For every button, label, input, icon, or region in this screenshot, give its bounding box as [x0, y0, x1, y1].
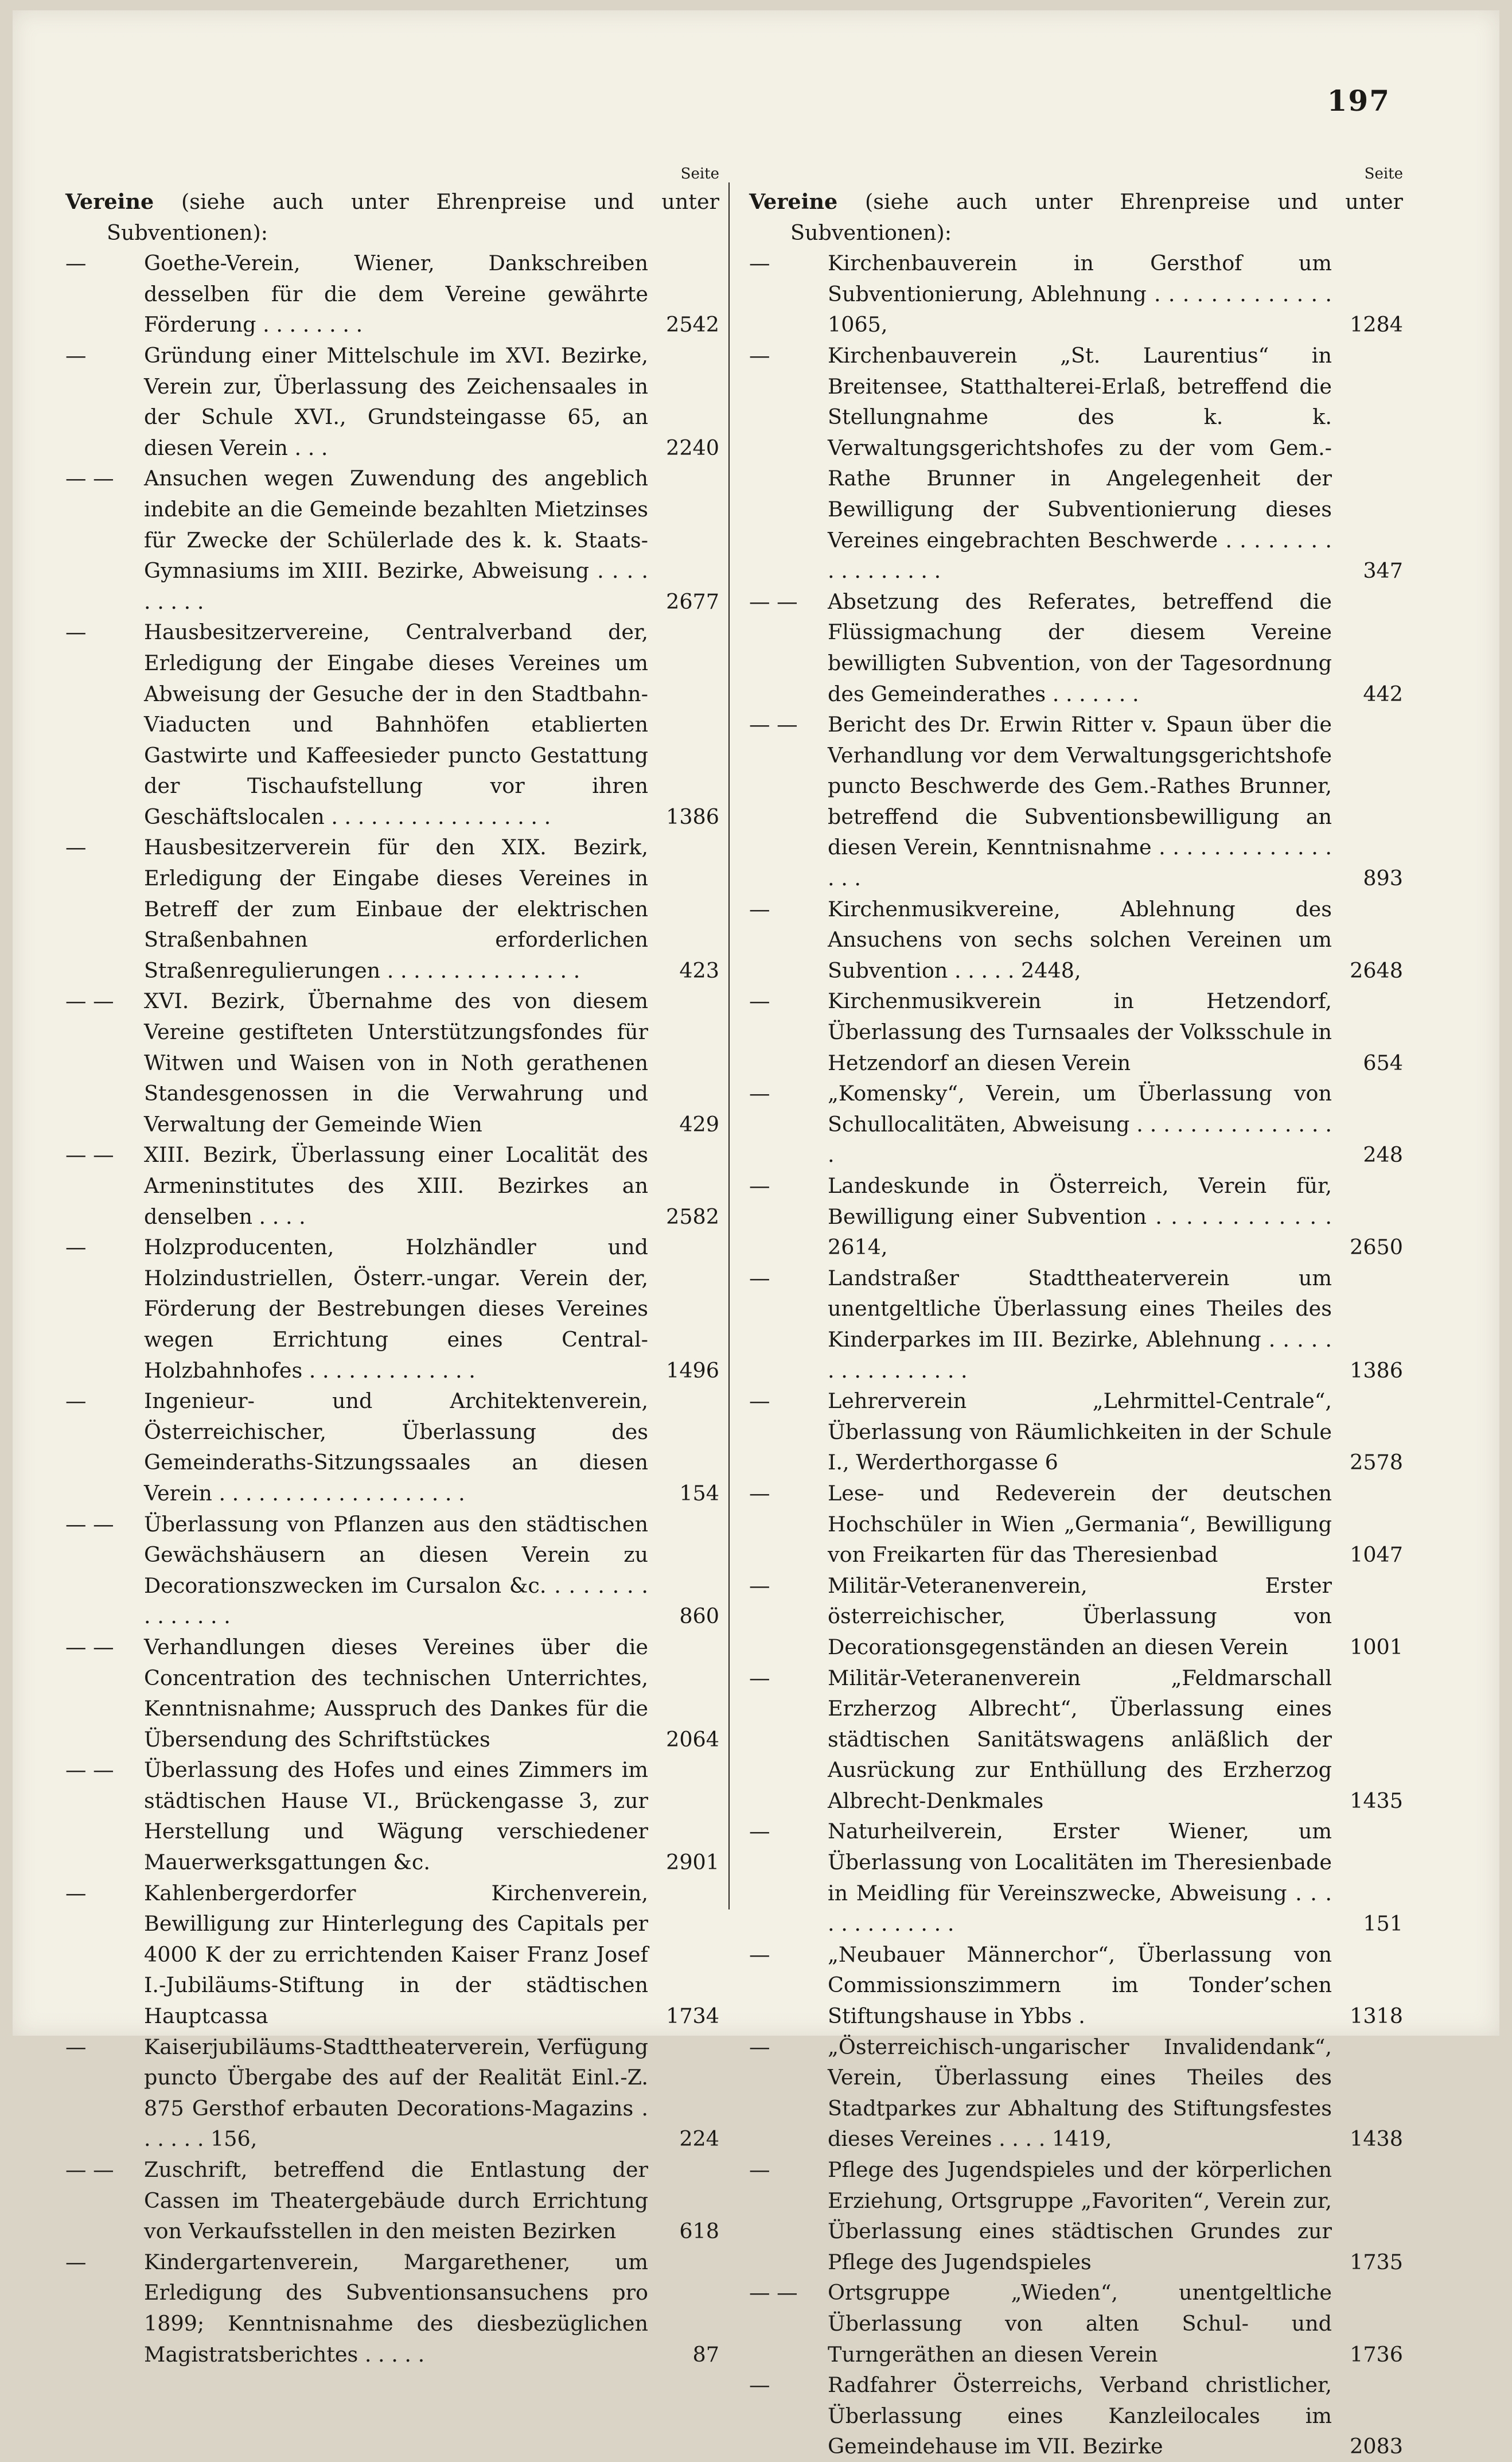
entry-text: Goethe-Verein, Wiener, Dankschreiben desselben für die dem Vereine gewährte Förderung . . . . . . . .	[144, 251, 648, 337]
entry-dash: — —	[749, 712, 798, 737]
entry-page-ref: 2650	[1350, 1235, 1403, 1260]
entry-dash: —	[749, 1388, 770, 1414]
entry-page-ref: 2240	[666, 435, 719, 460]
entry-page-ref: 654	[1363, 1050, 1403, 1075]
entry-dash: —	[65, 2034, 87, 2059]
entry-dash: —	[749, 1173, 770, 1198]
entry-text: Landstraßer Stadttheaterverein um unentgeltliche Überlassung eines Theiles des Kinderparkes im III. Bezirke, Ablehnung . . . . . . . . . . . . . . . .	[828, 1265, 1332, 1383]
entry-dash: — —	[749, 589, 798, 614]
index-entry	[749, 894, 1403, 986]
entry-page-ref: 224	[679, 2126, 719, 2152]
entry-text: Hausbesitzerverein für den XIX. Bezirk, Erledigung der Eingabe dieses Vereines in Betreff der zum Einbaue der elektrischen Straßenbahnen erforderlichen Straßenregulierungen . . . . . . . . . . . . . . .	[144, 835, 648, 983]
index-entry	[65, 1509, 719, 1632]
index-entry	[749, 586, 1403, 709]
entry-page-ref: 154	[679, 1480, 719, 1506]
index-entry	[65, 248, 719, 340]
entry-page-ref: 2542	[666, 312, 719, 337]
entry-page-ref: 2064	[666, 1726, 719, 1752]
index-entry	[65, 1878, 719, 2032]
entry-dash: — —	[65, 1142, 114, 1168]
left-column	[65, 162, 719, 2370]
index-entry	[749, 709, 1403, 894]
entry-dash: — —	[65, 1757, 114, 1783]
entry-page-ref: 2582	[666, 1204, 719, 1229]
entry-dash: —	[749, 2372, 770, 2398]
entry-page-ref: 1386	[1350, 1358, 1403, 1383]
entry-page-ref: 2648	[1350, 958, 1403, 983]
entry-text: XVI. Bezirk, Übernahme des von diesem Vereine gestifteten Unterstützungsfondes für Witwen und Waisen von in Noth gerathenen Standesgenossen in die Verwahrung und Verwaltung der Gemeinde Wien	[144, 989, 648, 1137]
entry-page-ref: 1736	[1350, 2342, 1403, 2367]
index-entry	[749, 1263, 1403, 1386]
entry-page-ref: 1735	[1350, 2249, 1403, 2274]
entry-text: Lese- und Redeverein der deutschen Hochschüler in Wien „Germania“, Bewilligung von Freikarten für das Theresienbad	[828, 1480, 1332, 1568]
entry-dash: —	[65, 1235, 87, 1260]
index-entry	[65, 2247, 719, 2370]
entry-page-ref: 248	[1363, 1142, 1403, 1168]
entry-text: Überlassung von Pflanzen aus den städtischen Gewächshäusern an diesen Verein zu Decorationszwecken im Cursalon &c. . . . . . . . . . . . . . .	[144, 1511, 648, 1629]
entry-dash: —	[749, 1573, 770, 1598]
entry-page-ref: 423	[679, 958, 719, 983]
index-entry	[749, 986, 1403, 1078]
entry-dash: — —	[65, 1511, 114, 1537]
index-entry	[65, 1755, 719, 1877]
index-entry	[65, 1139, 719, 1232]
index-entry	[749, 1078, 1403, 1170]
entry-text: Radfahrer Österreichs, Verband christlicher, Überlassung eines Kanzleilocales im Gemeindehause im VII. Bezirke	[828, 2372, 1332, 2459]
entry-dash: —	[749, 1665, 770, 1690]
entry-dash: — —	[65, 466, 114, 491]
entry-text: Bericht des Dr. Erwin Ritter v. Spaun über die Verhandlung vor dem Verwaltungsgerichtshofe puncto Beschwerde des Gem.-Rathes Brunner, betreffend die Subventionsbewilligung an diesen Verein, Kenntnisnahme . . . . . . . . . . . . . . . .	[828, 712, 1332, 891]
index-entry	[65, 1232, 719, 1386]
index-entry	[749, 1170, 1403, 1263]
entry-text: Holzproducenten, Holzhändler und Holzindustriellen, Österr.-ungar. Verein der, Förderung der Bestrebungen dieses Vereines wegen Errichtung eines Central-Holzbahnhofes . . . . . . . . . . . . .	[144, 1235, 648, 1383]
entry-text: Militär-Veteranenverein, Erster österreichischer, Überlassung von Decorationsgegenständen an diesen Verein	[828, 1573, 1332, 1659]
index-entry	[749, 340, 1403, 586]
entry-dash: —	[65, 835, 87, 860]
index-entry	[65, 2154, 719, 2247]
entry-page-ref: 1438	[1350, 2126, 1403, 2152]
section-note: (siehe auch unter Ehrenpreise und unter Subventionen):	[107, 189, 719, 245]
entry-dash: — —	[749, 2280, 798, 2305]
index-entry	[749, 248, 1403, 340]
entry-text: Ansuchen wegen Zuwendung des angeblich indebite an die Gemeinde bezahlten Mietzinses für Zwecke der Schülerlade des k. k. Staats-Gymnasiums im XIII. Bezirke, Abweisung . . . . . . . . .	[144, 466, 648, 614]
entry-dash: —	[749, 989, 770, 1014]
entry-dash: —	[749, 1265, 770, 1290]
entry-text: Kirchenmusikvereine, Ablehnung des Ansuchens von sechs solchen Vereinen um Subvention . . . . . 2448,	[828, 896, 1332, 983]
entry-text: Hausbesitzervereine, Centralverband der, Erledigung der Eingabe dieses Vereines um Abweisung der Gesuche der in den Stadtbahn-Viaducten und Bahnhöfen etablierten Gastwirte und Kaffeesieder puncto Gestattung der Tischaufstellung vor ihren Geschäftslocalen . . . . . . . . . . . . . . . . .	[144, 620, 648, 829]
column-divider	[728, 182, 730, 1909]
entry-page-ref: 893	[1363, 866, 1403, 891]
entry-text: Militär-Veteranenverein „Feldmarschall Erzherzog Albrecht“, Überlassung eines städtischen Sanitätswagens anläßlich der Ausrückung zur Enthüllung des Erzherzog Albrecht-Denkmales	[828, 1665, 1332, 1813]
entry-page-ref: 1318	[1350, 2004, 1403, 2029]
entry-page-ref: 442	[1363, 681, 1403, 706]
entry-text: „Neubauer Männerchor“, Überlassung von Commissionszimmern im Tonder’schen Stiftungshause in Ybbs .	[828, 1942, 1332, 2029]
entry-text: Ingenieur- und Architektenverein, Österreichischer, Überlassung des Gemeinderaths-Sitzungssaales an diesen Verein . . . . . . . . . . . . . . . . . . .	[144, 1388, 648, 1506]
entry-page-ref: 429	[679, 1111, 719, 1137]
entry-dash: —	[65, 2249, 87, 2274]
entry-dash: —	[749, 1081, 770, 1106]
entry-text: Kirchenmusikverein in Hetzendorf, Überlassung des Turnsaales der Volksschule in Hetzendorf an diesen Verein	[828, 989, 1332, 1075]
entry-page-ref: 1734	[666, 2004, 719, 2029]
entry-text: Ortsgruppe „Wieden“, unentgeltliche Überlassung von alten Schul- und Turngeräthen an diesen Verein	[828, 2280, 1332, 2367]
entry-page-ref: 618	[679, 2219, 719, 2244]
entry-dash: —	[749, 2034, 770, 2059]
entry-dash: —	[65, 620, 87, 645]
entry-text: Verhandlungen dieses Vereines über die Concentration des technischen Unterrichtes, Kenntnisnahme; Ausspruch des Dankes für die Übersendung des Schriftstückes	[144, 1634, 648, 1752]
entry-text: „Komensky“, Verein, um Überlassung von Schullocalitäten, Abweisung . . . . . . . . . . . . . . . .	[828, 1081, 1332, 1168]
entry-page-ref: 1386	[666, 804, 719, 829]
index-entry	[749, 1663, 1403, 1817]
entry-dash: —	[749, 2157, 770, 2182]
entry-page-ref: 347	[1363, 558, 1403, 584]
entry-dash: —	[749, 1480, 770, 1506]
index-entry	[65, 617, 719, 832]
entry-page-ref: 1001	[1350, 1634, 1403, 1659]
entry-text: Lehrerverein „Lehrmittel-Centrale“, Überlassung von Räumlichkeiten in der Schule I., Werderthorgasse 6	[828, 1388, 1332, 1475]
entry-text: Absetzung des Referates, betreffend die Flüssigmachung der diesem Vereine bewilligten Subvention, von der Tagesordnung des Gemeinderathes . . . . . . .	[828, 589, 1332, 706]
index-entry	[65, 2032, 719, 2154]
entry-text: Naturheilverein, Erster Wiener, um Überlassung von Localitäten im Theresienbade in Meidling für Vereinszwecke, Abweisung . . . . . . . . . . . . .	[828, 1819, 1332, 1936]
index-entry	[749, 2032, 1403, 2154]
entry-text: Kirchenbauverein „St. Laurentius“ in Breitensee, Statthalterei-Erlaß, betreffend die Stellungnahme des k. k. Verwaltungsgerichtshofes zu der vom Gem.-Rathe Brunner in Angelegenheit der Bewilligung der Subventionierung dieses Vereines eingebrachten Beschwerde . . . . . . . . . . . . . . . . .	[828, 343, 1332, 584]
section-note: (siehe auch unter Ehrenpreise und unter Subventionen):	[790, 189, 1403, 245]
entry-text: Landeskunde in Österreich, Verein für, Bewilligung einer Subvention . . . . . . . . . . . . 2614,	[828, 1173, 1332, 1260]
entry-text: Kindergartenverein, Margarethener, um Erledigung des Subventionsansuchens pro 1899; Kenntnisnahme des diesbezüglichen Magistratsberichtes . . . . .	[144, 2249, 648, 2367]
index-entry	[749, 2154, 1403, 2277]
entry-text: „Österreichisch-ungarischer Invalidendank“, Verein, Überlassung eines Theiles des Stadtparkes zur Abhaltung des Stiftungsfestes dieses Vereines . . . . 1419,	[828, 2034, 1332, 2152]
entry-page-ref: 2901	[666, 1850, 719, 1875]
entry-dash: —	[65, 1388, 87, 1414]
entry-text: Kaiserjubiläums-Stadttheaterverein, Verfügung puncto Übergabe des auf der Realität Einl.-Z. 875 Gersthof erbauten Decorations-Magazins . . . . . . 156,	[144, 2034, 648, 2152]
index-entry	[65, 1386, 719, 1508]
entry-dash: —	[749, 1819, 770, 1844]
seite-label: Seite	[1364, 165, 1403, 182]
entry-page-ref: 1284	[1350, 312, 1403, 337]
entry-page-ref: 1047	[1350, 1542, 1403, 1568]
entry-text: Zuschrift, betreffend die Entlastung der Cassen im Theatergebäude durch Errichtung von Verkaufsstellen in den meisten Bezirken	[144, 2157, 648, 2244]
entry-page-ref: 2677	[666, 589, 719, 614]
section-head: Vereine	[749, 189, 838, 214]
entry-text: Kirchenbauverein in Gersthof um Subventionierung, Ablehnung . . . . . . . . . . . . . 1065,	[828, 251, 1332, 337]
section-heading	[749, 186, 1403, 248]
index-entry	[65, 986, 719, 1139]
seite-label: Seite	[680, 165, 719, 182]
entry-dash: —	[749, 251, 770, 276]
entry-dash: —	[65, 251, 87, 276]
index-entry	[749, 2370, 1403, 2462]
index-entry	[749, 1570, 1403, 1663]
right-column	[749, 162, 1403, 2462]
index-page	[13, 10, 1499, 2459]
index-entry	[65, 832, 719, 986]
entry-page-ref: 2083	[1350, 2434, 1403, 2459]
page-number: 197	[1327, 84, 1390, 118]
index-entry	[749, 1478, 1403, 1570]
index-entry	[749, 1939, 1403, 2032]
index-entry	[749, 1816, 1403, 1939]
entry-text: Überlassung des Hofes und eines Zimmers im städtischen Hause VI., Brückengasse 3, zur Herstellung und Wägung verschiedener Mauerwerksgattungen &c.	[144, 1757, 648, 1875]
entry-page-ref: 1496	[666, 1358, 719, 1383]
section-heading	[65, 186, 719, 248]
index-entry	[749, 1386, 1403, 1478]
entry-page-ref: 860	[679, 1604, 719, 1629]
entry-text: XIII. Bezirk, Überlassung einer Localität des Armeninstitutes des XIII. Bezirkes an denselben . . . .	[144, 1142, 648, 1229]
entry-dash: —	[749, 343, 770, 368]
index-entry	[65, 463, 719, 617]
entry-page-ref: 87	[692, 2342, 719, 2367]
index-entry	[65, 1632, 719, 1755]
entry-dash: —	[749, 1942, 770, 1967]
entry-dash: —	[749, 896, 770, 921]
entry-dash: — —	[65, 989, 114, 1014]
entry-dash: —	[65, 1880, 87, 1905]
entry-dash: — —	[65, 2157, 114, 2182]
index-entry	[749, 2277, 1403, 2370]
entry-text: Kahlenbergerdorfer Kirchenverein, Bewilligung zur Hinterlegung des Capitals per 4000 K der zu errichtenden Kaiser Franz Josef I.-Jubiläums-Stiftung in der städtischen Hauptcassa	[144, 1880, 648, 2029]
entry-page-ref: 2578	[1350, 1450, 1403, 1475]
entry-text: Pflege des Jugendspieles und der körperlichen Erziehung, Ortsgruppe „Favoriten“, Verein zur, Überlassung eines städtischen Grundes zur Pflege des Jugendspieles	[828, 2157, 1332, 2274]
entry-page-ref: 1435	[1350, 1788, 1403, 1813]
entry-dash: — —	[65, 1634, 114, 1659]
section-head: Vereine	[65, 189, 154, 214]
index-entry	[65, 340, 719, 463]
entry-dash: —	[65, 343, 87, 368]
entry-page-ref: 151	[1363, 1911, 1403, 1936]
entry-text: Gründung einer Mittelschule im XVI. Bezirke, Verein zur, Überlassung des Zeichensaales in der Schule XVI., Grundsteingasse 65, an diesen Verein . . .	[144, 343, 648, 460]
